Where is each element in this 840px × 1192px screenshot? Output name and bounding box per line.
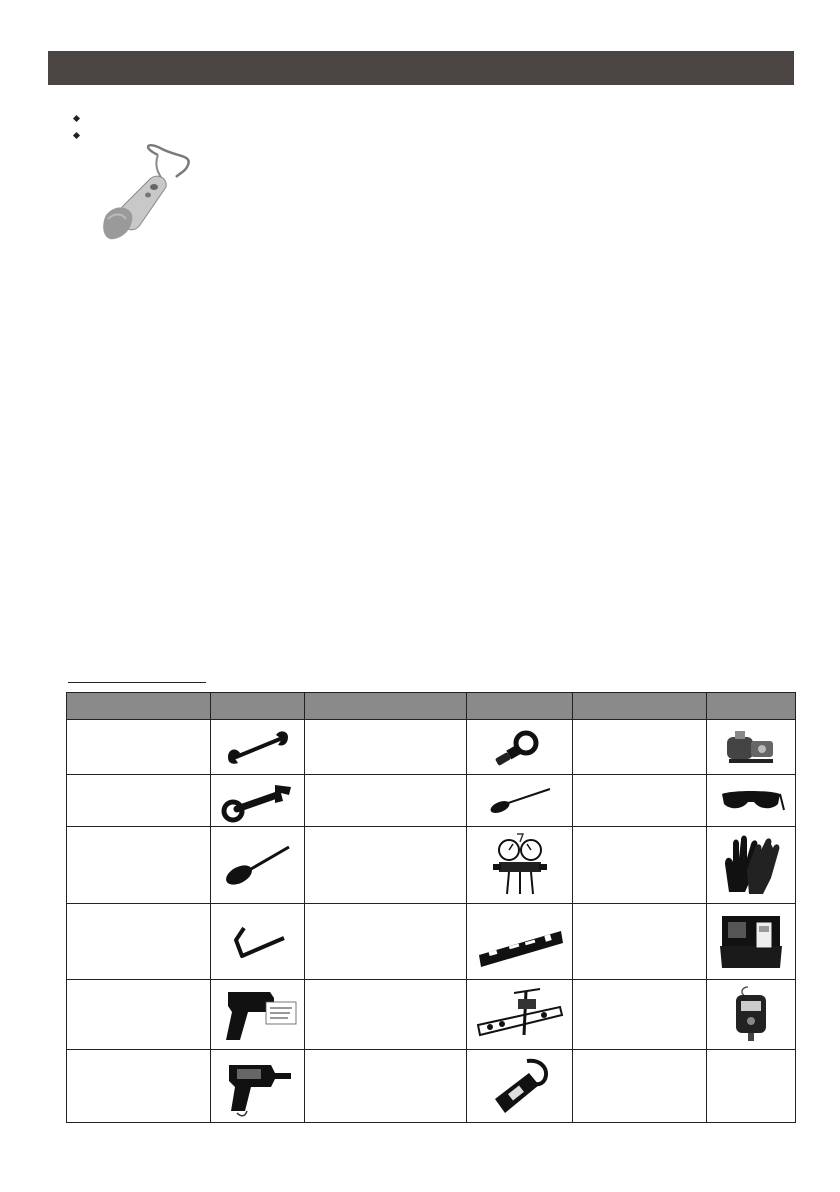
manifold-gauge-icon [487,830,553,900]
tool-image [467,775,573,827]
tools-header-row [67,693,796,720]
tool-image [467,1050,573,1123]
tools-table [66,692,796,1123]
tool-name [67,775,211,827]
tool-image [707,720,796,775]
tool-name [67,904,211,980]
table-row [67,775,796,827]
tool-image [467,827,573,904]
charging-scale-case-icon [718,912,784,972]
tool-image [211,1050,305,1123]
screwdriver-icon [221,839,295,891]
tool-image [467,720,573,775]
column-header [707,693,796,720]
tool-image [467,980,573,1050]
hex-key-icon [226,920,290,964]
tool-name [305,980,467,1050]
electric-drill-icon [218,984,298,1046]
tool-name [573,720,707,775]
clamp-meter-icon [487,1055,553,1117]
table-row [67,904,796,980]
tools-section-title [68,682,206,683]
bullet-1 [73,115,80,122]
gloves-icon [721,834,781,896]
tube-cutter-icon [490,725,550,769]
section-header-bar [48,51,794,85]
tool-name [67,827,211,904]
level-icon [475,917,565,967]
tool-name [67,980,211,1050]
tool-name [67,720,211,775]
vacuum-pump-icon [721,725,781,769]
tool-image [467,904,573,980]
tool-image [707,904,796,980]
safety-goggles-icon [716,784,786,818]
micron-gauge-icon [726,985,776,1045]
small-screwdriver-icon [482,783,558,819]
table-row [67,980,796,1050]
hammer-drill-icon [221,1055,295,1117]
tool-name [305,775,467,827]
tool-name [305,720,467,775]
tool-image [211,827,305,904]
tool-name [573,775,707,827]
tool-image [211,720,305,775]
tool-image [211,980,305,1050]
bullet-2 [73,132,80,139]
column-header [573,693,707,720]
electronic-leak-detector-icon [96,143,196,243]
tool-name [573,1050,707,1123]
tool-name [67,1050,211,1123]
open-end-wrench-icon [222,727,294,767]
flaring-tool-icon [474,985,566,1045]
tool-name [573,904,707,980]
table-row [67,827,796,904]
tool-name [305,904,467,980]
tool-image [707,980,796,1050]
column-header [305,693,467,720]
tool-image [211,775,305,827]
column-header [67,693,211,720]
tool-image-empty [707,1050,796,1123]
tool-image [211,904,305,980]
tool-image [707,775,796,827]
table-row [67,720,796,775]
tool-image [707,827,796,904]
tool-name [573,980,707,1050]
adjustable-wrench-icon [219,779,297,823]
column-header [467,693,573,720]
tool-name [305,827,467,904]
tool-name [573,827,707,904]
column-header [211,693,305,720]
tool-name [305,1050,467,1123]
table-row [67,1050,796,1123]
